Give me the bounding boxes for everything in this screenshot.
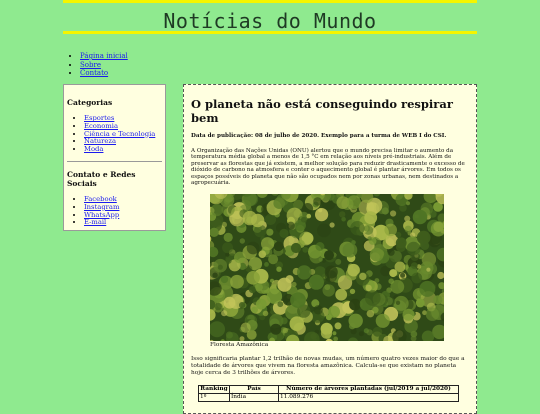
social-link-whatsapp[interactable]: WhatsApp [84, 211, 119, 219]
nav-item-contact [80, 69, 128, 78]
table-header-arvores: Número de árvores plantadas (jul/2019 a jul/2020) [279, 386, 459, 394]
nav-item-home [80, 52, 128, 61]
category-item [84, 146, 162, 154]
article-figure [210, 194, 444, 349]
social-heading: Contato e Redes Sociais [67, 170, 162, 188]
table-row [199, 394, 459, 402]
article-title: O planeta não está conseguindo respirar bem [191, 97, 469, 125]
photo-caption: Floresta Amazônica [210, 342, 444, 349]
top-nav [63, 52, 128, 78]
table-cell-arvores: 11.089.276 [279, 394, 459, 402]
table-cell-ranking: 1º [199, 394, 230, 402]
social-list [67, 196, 162, 227]
article [183, 84, 477, 414]
ranking-table [198, 385, 459, 402]
sidebar-divider [67, 161, 162, 162]
category-link-ciencia[interactable]: Ciência e Tecnologia [84, 130, 155, 138]
social-link-facebook[interactable]: Facebook [84, 195, 117, 203]
nav-link-about[interactable]: Sobre [80, 61, 101, 69]
forest-photo [210, 194, 444, 341]
table-header-ranking: Ranking [199, 386, 230, 394]
table-header-pais: País [230, 386, 279, 394]
social-link-email[interactable]: E-mail [84, 218, 106, 226]
nav-link-contact[interactable]: Contato [80, 69, 108, 77]
site-title: Notícias do Mundo [63, 3, 477, 33]
category-link-natureza[interactable]: Natureza [84, 137, 116, 145]
site-header [63, 0, 477, 34]
category-link-esportes[interactable]: Esportes [84, 114, 114, 122]
categories-heading: Categorias [67, 98, 162, 107]
table-cell-pais: Índia [230, 394, 279, 402]
social-link-instagram[interactable]: Instagram [84, 203, 119, 211]
categories-list [67, 115, 162, 154]
social-item [84, 219, 162, 227]
article-pubdate: Data de publicação: 08 de julho de 2020. Exemplo para a turma de WEB I do CSI. [191, 133, 469, 140]
category-link-economia[interactable]: Economia [84, 122, 118, 130]
nav-item-about [80, 61, 128, 70]
table-header-row [199, 386, 459, 394]
sidebar [63, 84, 166, 231]
article-body: A Organização das Nações Unidas (ONU) alertou que o mundo precisa limitar o aumento da temperatura média global a menos de 1,5 °C em relação aos níveis pré-industriais. Além de preservar as florestas que já existem, a melhor solução para reduzir drasticamente o excesso de dióxido de carbono na atmosfera e conter o aquecimento global é plantar árvores. Em todos os espaços possíveis do planeta que não são ocupados nem por zonas urbanas, nem destinados a agropecuária. [191, 148, 469, 186]
article-paragraph-2: Isso significaria plantar 1,2 trilhão de novas mudas, um número quatro vezes maior do que a totalidade de árvores que vivem na floresta amazônica. Calcula-se que existam no planeta hoje cerca de 3 trilhões de árvores. [191, 356, 469, 376]
nav-link-home[interactable]: Página inicial [80, 52, 128, 60]
category-link-moda[interactable]: Moda [84, 145, 103, 153]
